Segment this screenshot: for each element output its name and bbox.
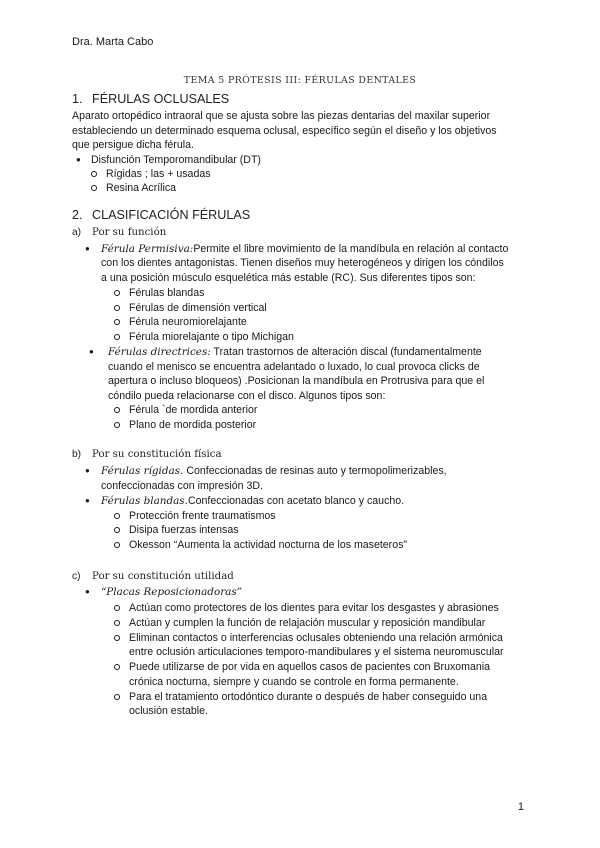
bullet-circle-icon xyxy=(114,635,120,641)
list-item: Plano de mordida posterior xyxy=(129,419,257,431)
list-item-continuation: crónica nocturna, siempre y cuando se controle en forma permanente. xyxy=(129,676,459,688)
bullet-circle-icon xyxy=(114,664,120,670)
bullet-disc-icon: ● xyxy=(85,496,90,505)
paragraph-line: estableciendo un determinado esquema oclusal, específico según el diseño y los objetivos xyxy=(72,125,497,137)
definition-line: a una posición músculo esquelética más estable (RC). Sus diferentes tipos son: xyxy=(101,272,476,284)
list-item: Okesson “Aumenta la actividad nocturna de los maseteros” xyxy=(129,539,407,551)
list-item: Actúan y cumplen la función de relajación muscular y reposición mandibular xyxy=(129,617,486,629)
bullet-circle-icon xyxy=(114,407,120,413)
section-title: CLASIFICACIÓN FÉRULAS xyxy=(92,208,251,222)
paragraph-line: Aparato ortopédico intraoral que se ajusta sobre las piezas dentarias del maxilar superior xyxy=(72,110,491,122)
bullet-circle-icon xyxy=(114,620,120,626)
bullet-circle-icon xyxy=(114,290,120,296)
document-title: TEMA 5 PRÓTESIS III: FÉRULAS DENTALES xyxy=(183,75,417,86)
term-label: Férulas directrices: xyxy=(108,346,211,358)
section-title: FÉRULAS OCLUSALES xyxy=(92,92,230,106)
list-item: Férulas blandas xyxy=(129,287,205,299)
list-item: Disipa fuerzas intensas xyxy=(129,524,239,536)
bullet-circle-icon xyxy=(114,513,120,519)
bullet-disc-icon: ● xyxy=(85,244,90,253)
subsection-title: Por su función xyxy=(92,227,167,238)
section-number: 1. xyxy=(72,92,83,106)
definition-text: Confeccionadas de resinas auto y termopolimerizables, xyxy=(186,465,447,477)
definition-line xyxy=(101,494,404,509)
bullet-circle-icon xyxy=(91,185,97,191)
bullet-disc-icon: ● xyxy=(89,347,94,356)
list-item-continuation: oclusión estable. xyxy=(129,705,208,717)
bullet-disc-icon: ● xyxy=(85,587,90,596)
list-item: Protección frente traumatismos xyxy=(129,510,276,522)
list-item: Férula miorelajante o tipo Michigan xyxy=(129,331,294,343)
subsection-letter: c) xyxy=(72,571,81,582)
subsection-a-heading xyxy=(72,226,166,241)
list-item: Férula `de mordida anterior xyxy=(129,404,258,416)
paragraph-line: que persigue dicha férula. xyxy=(72,139,194,151)
subsection-title: Por su constitución física xyxy=(92,449,222,460)
list-item: Eliminan contactos o interferencias oclusales obteniendo una relación armónica xyxy=(129,632,503,644)
bullet-circle-icon xyxy=(114,305,120,311)
list-item: Rígidas ; las + usadas xyxy=(106,168,211,180)
definition-text: Confeccionadas con acetato blanco y caucho. xyxy=(187,495,405,507)
term-label: Férulas rígidas. xyxy=(101,465,184,477)
definition-line: confeccionadas con impresión 3D. xyxy=(101,480,263,492)
placas-heading: “Placas Reposicionadoras” xyxy=(101,586,243,598)
author-header: Dra. Marta Cabo xyxy=(72,36,154,48)
list-item: Para el tratamiento ortodóntico durante o después de haber conseguido una xyxy=(129,691,488,703)
definition-line: apertura o incluso bloqueos) .Posicionan la mandíbula en Protrusiva para que el xyxy=(108,375,485,387)
page-number: 1 xyxy=(517,801,524,813)
bullet-circle-icon xyxy=(114,527,120,533)
list-item: Resina Acrílica xyxy=(106,182,177,194)
list-item: Actúan como protectores de los dientes para evitar los desgastes y abrasiones xyxy=(129,602,499,614)
definition-line: cóndilo pueda relacionarse con el disco. Algunos tipos son: xyxy=(108,390,386,402)
bullet-circle-icon xyxy=(114,319,120,325)
definition-line xyxy=(101,242,508,257)
list-item: Férulas de dimensión vertical xyxy=(129,302,267,314)
section-2-heading xyxy=(72,208,250,223)
definition-line: con los dientes antagonistas. Tienen diseños muy heterogéneos y dirigen los cóndilos xyxy=(101,257,504,269)
subsection-b-heading xyxy=(72,448,222,463)
bullet-circle-icon xyxy=(114,334,120,340)
subsection-letter: b) xyxy=(72,449,82,460)
definition-line xyxy=(101,464,447,479)
list-item: Puede utilizarse de por vida en aquellos casos de pacientes con Bruxomania xyxy=(129,661,490,673)
list-item-continuation: entre oclusión articulaciones temporo-mandibulares y el sistema neuromuscular xyxy=(129,646,504,658)
definition-line: cuando el menisco se encuentra adelantado o luxado, lo cual provoca clicks de xyxy=(108,361,480,373)
definition-line xyxy=(108,345,482,360)
list-item: Férula neuromiorelajante xyxy=(129,316,247,328)
subsection-title: Por su constitución utilidad xyxy=(92,571,234,582)
definition-text: Tratan trastornos de alteración discal (fundamentalmente xyxy=(213,346,482,358)
bullet-circle-icon xyxy=(114,605,120,611)
section-number: 2. xyxy=(72,208,83,222)
bullet-circle-icon xyxy=(114,422,120,428)
bullet-disc-icon: ● xyxy=(76,155,81,164)
term-label: Férula Permisiva: xyxy=(101,243,194,255)
bullet-circle-icon xyxy=(114,694,120,700)
subsection-c-heading xyxy=(72,570,234,585)
term-label: Férulas blandas. xyxy=(101,495,188,507)
bullet-circle-icon xyxy=(91,171,97,177)
bullet-circle-icon xyxy=(114,542,120,548)
subsection-letter: a) xyxy=(72,227,82,238)
definition-text: Permite el libre movimiento de la mandíbula en relación al contacto xyxy=(193,243,509,255)
bullet-disc-icon: ● xyxy=(85,466,90,475)
list-item: Disfunción Temporomandibular (DT) xyxy=(91,154,261,166)
section-1-heading xyxy=(72,92,229,107)
